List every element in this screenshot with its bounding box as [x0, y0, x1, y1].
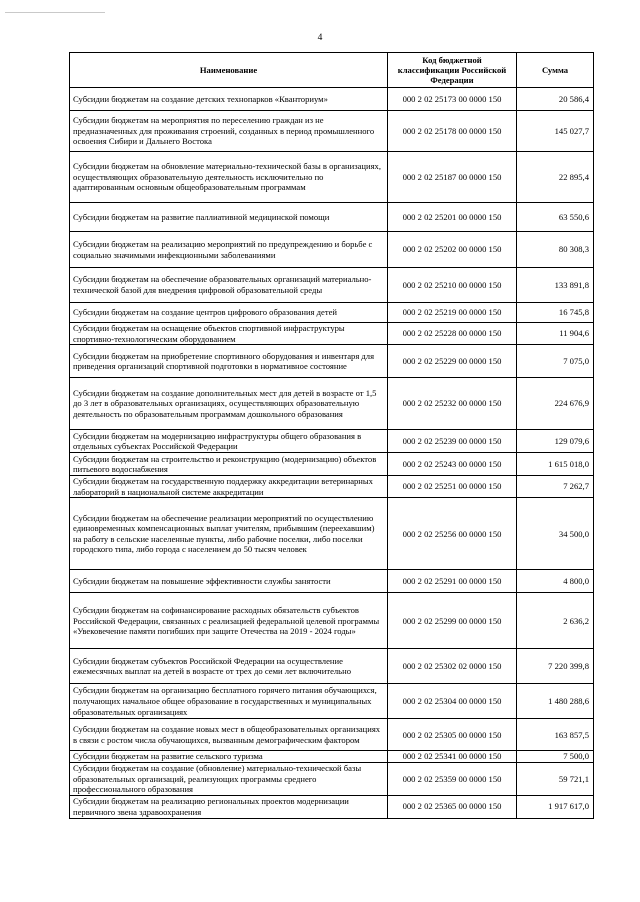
- cell-code: 000 2 02 25229 00 0000 150: [388, 345, 517, 378]
- cell-code: 000 2 02 25341 00 0000 150: [388, 751, 517, 763]
- cell-code: 000 2 02 25219 00 0000 150: [388, 303, 517, 323]
- table-row: [70, 719, 594, 751]
- scan-edge-mark: [5, 12, 105, 13]
- cell-sum: 4 800,0: [517, 570, 594, 593]
- table-row: [70, 268, 594, 303]
- cell-name: Субсидии бюджетам на реализацию региональных проектов модернизации первичного звена здравоохранения: [70, 795, 388, 818]
- cell-name: Субсидии бюджетам на создание детских технопарков «Кванториум»: [70, 88, 388, 111]
- table-row: [70, 88, 594, 111]
- header-sum: Сумма: [517, 53, 594, 88]
- cell-name: Субсидии бюджетам на создание новых мест в общеобразовательных организациях в связи с ростом числа обучающихся, вызванным демографическим фактором: [70, 719, 388, 751]
- cell-name: Субсидии бюджетам на обеспечение образовательных организаций материально-технической базой для внедрения цифровой образовательной среды: [70, 268, 388, 303]
- cell-sum: 16 745,8: [517, 303, 594, 323]
- table-header-row: [70, 53, 594, 88]
- table-row: [70, 430, 594, 453]
- cell-code: 000 2 02 25201 00 0000 150: [388, 203, 517, 232]
- table-row: [70, 762, 594, 795]
- cell-sum: 1 917 617,0: [517, 795, 594, 818]
- table-row: [70, 232, 594, 268]
- cell-name: Субсидии бюджетам на обновление материально-технической базы в организациях, осуществляющих образовательную деятельность исключительно по адаптированным основным общеобразовательным программам: [70, 152, 388, 203]
- table-row: [70, 345, 594, 378]
- cell-name: Субсидии бюджетам на реализацию мероприятий по предупреждению и борьбе с социально значимыми инфекционными заболеваниями: [70, 232, 388, 268]
- cell-sum: 7 262,7: [517, 476, 594, 498]
- cell-code: 000 2 02 25299 00 0000 150: [388, 593, 517, 649]
- page-number: 4: [317, 33, 323, 43]
- table-row: [70, 323, 594, 345]
- cell-sum: 34 500,0: [517, 498, 594, 570]
- cell-sum: 11 904,6: [517, 323, 594, 345]
- cell-sum: 224 676,9: [517, 378, 594, 430]
- table-row: [70, 453, 594, 476]
- cell-code: 000 2 02 25173 00 0000 150: [388, 88, 517, 111]
- table-row: [70, 303, 594, 323]
- cell-code: 000 2 02 25302 02 0000 150: [388, 649, 517, 684]
- cell-code: 000 2 02 25305 00 0000 150: [388, 719, 517, 751]
- table-row: [70, 795, 594, 818]
- cell-name: Субсидии бюджетам на развитие паллиативной медицинской помощи: [70, 203, 388, 232]
- cell-code: 000 2 02 25187 00 0000 150: [388, 152, 517, 203]
- cell-code: 000 2 02 25232 00 0000 150: [388, 378, 517, 430]
- cell-code: 000 2 02 25291 00 0000 150: [388, 570, 517, 593]
- table-body: [70, 88, 594, 819]
- table-row: [70, 378, 594, 430]
- table-row: [70, 570, 594, 593]
- cell-name: Субсидии бюджетам на мероприятия по переселению граждан из не предназначенных для проживания строений, созданных в период промышленного освоения Сибири и Дальнего Востока: [70, 111, 388, 152]
- cell-name: Субсидии бюджетам на модернизацию инфраструктуры общего образования в отдельных субъектах Российской Федерации: [70, 430, 388, 453]
- cell-sum: 63 550,6: [517, 203, 594, 232]
- table-row: [70, 152, 594, 203]
- cell-sum: 7 075,0: [517, 345, 594, 378]
- table-row: [70, 649, 594, 684]
- cell-name: Субсидии бюджетам на софинансирование расходных обязательств субъектов Российской Федерации, связанных с реализацией федеральной целевой программы «Увековечение памяти погибших при защите Отечества на 2019 - 2024 годы»: [70, 593, 388, 649]
- cell-sum: 20 586,4: [517, 88, 594, 111]
- cell-code: 000 2 02 25178 00 0000 150: [388, 111, 517, 152]
- cell-sum: 1 615 018,0: [517, 453, 594, 476]
- cell-name: Субсидии бюджетам субъектов Российской Федерации на осуществление ежемесячных выплат на детей в возрасте от трех до семи лет включительно: [70, 649, 388, 684]
- cell-name: Субсидии бюджетам на обеспечение реализации мероприятий по осуществлению единовременных компенсационных выплат учителям, прибывшим (переехавшим) на работу в сельские населенные пункты, либо рабочие поселки, либо поселки городского типа, либо города с населением до 50 тысяч человек: [70, 498, 388, 570]
- cell-sum: 1 480 288,6: [517, 684, 594, 719]
- cell-sum: 59 721,1: [517, 762, 594, 795]
- cell-name: Субсидии бюджетам на повышение эффективности службы занятости: [70, 570, 388, 593]
- cell-sum: 22 895,4: [517, 152, 594, 203]
- cell-code: 000 2 02 25365 00 0000 150: [388, 795, 517, 818]
- budget-table: [69, 52, 594, 819]
- cell-code: 000 2 02 25210 00 0000 150: [388, 268, 517, 303]
- cell-name: Субсидии бюджетам на создание (обновление) материально-технической базы образовательных организаций, реализующих программы среднего профессионального образования: [70, 762, 388, 795]
- cell-sum: 129 079,6: [517, 430, 594, 453]
- cell-sum: 145 027,7: [517, 111, 594, 152]
- cell-name: Субсидии бюджетам на приобретение спортивного оборудования и инвентаря для приведения организаций спортивной подготовки в нормативное состояние: [70, 345, 388, 378]
- cell-code: 000 2 02 25239 00 0000 150: [388, 430, 517, 453]
- cell-sum: 133 891,8: [517, 268, 594, 303]
- cell-sum: 7 220 399,8: [517, 649, 594, 684]
- cell-name: Субсидии бюджетам на создание дополнительных мест для детей в возрасте от 1,5 до 3 лет в образовательных организациях, осуществляющих образовательную деятельность по образовательным программам дошкольного образования: [70, 378, 388, 430]
- cell-code: 000 2 02 25228 00 0000 150: [388, 323, 517, 345]
- table-row: [70, 476, 594, 498]
- table-row: [70, 751, 594, 763]
- cell-name: Субсидии бюджетам на организацию бесплатного горячего питания обучающихся, получающих начальное общее образование в государственных и муниципальных образовательных организациях: [70, 684, 388, 719]
- cell-name: Субсидии бюджетам на оснащение объектов спортивной инфраструктуры спортивно-технологическим оборудованием: [70, 323, 388, 345]
- cell-code: 000 2 02 25304 00 0000 150: [388, 684, 517, 719]
- cell-code: 000 2 02 25202 00 0000 150: [388, 232, 517, 268]
- cell-name: Субсидии бюджетам на развитие сельского туризма: [70, 751, 388, 763]
- cell-sum: 80 308,3: [517, 232, 594, 268]
- cell-code: 000 2 02 25359 00 0000 150: [388, 762, 517, 795]
- cell-code: 000 2 02 25256 00 0000 150: [388, 498, 517, 570]
- table-row: [70, 593, 594, 649]
- cell-code: 000 2 02 25243 00 0000 150: [388, 453, 517, 476]
- cell-sum: 163 857,5: [517, 719, 594, 751]
- cell-name: Субсидии бюджетам на государственную поддержку аккредитации ветеринарных лабораторий в национальной системе аккредитации: [70, 476, 388, 498]
- cell-name: Субсидии бюджетам на создание центров цифрового образования детей: [70, 303, 388, 323]
- table-row: [70, 203, 594, 232]
- header-code: Код бюджетной классификации Российской Федерации: [388, 53, 517, 88]
- table-row: [70, 111, 594, 152]
- cell-sum: 7 500,0: [517, 751, 594, 763]
- cell-name: Субсидии бюджетам на строительство и реконструкцию (модернизацию) объектов питьевого водоснабжения: [70, 453, 388, 476]
- cell-sum: 2 636,2: [517, 593, 594, 649]
- cell-code: 000 2 02 25251 00 0000 150: [388, 476, 517, 498]
- table-row: [70, 684, 594, 719]
- table-row: [70, 498, 594, 570]
- header-name: Наименование: [70, 53, 388, 88]
